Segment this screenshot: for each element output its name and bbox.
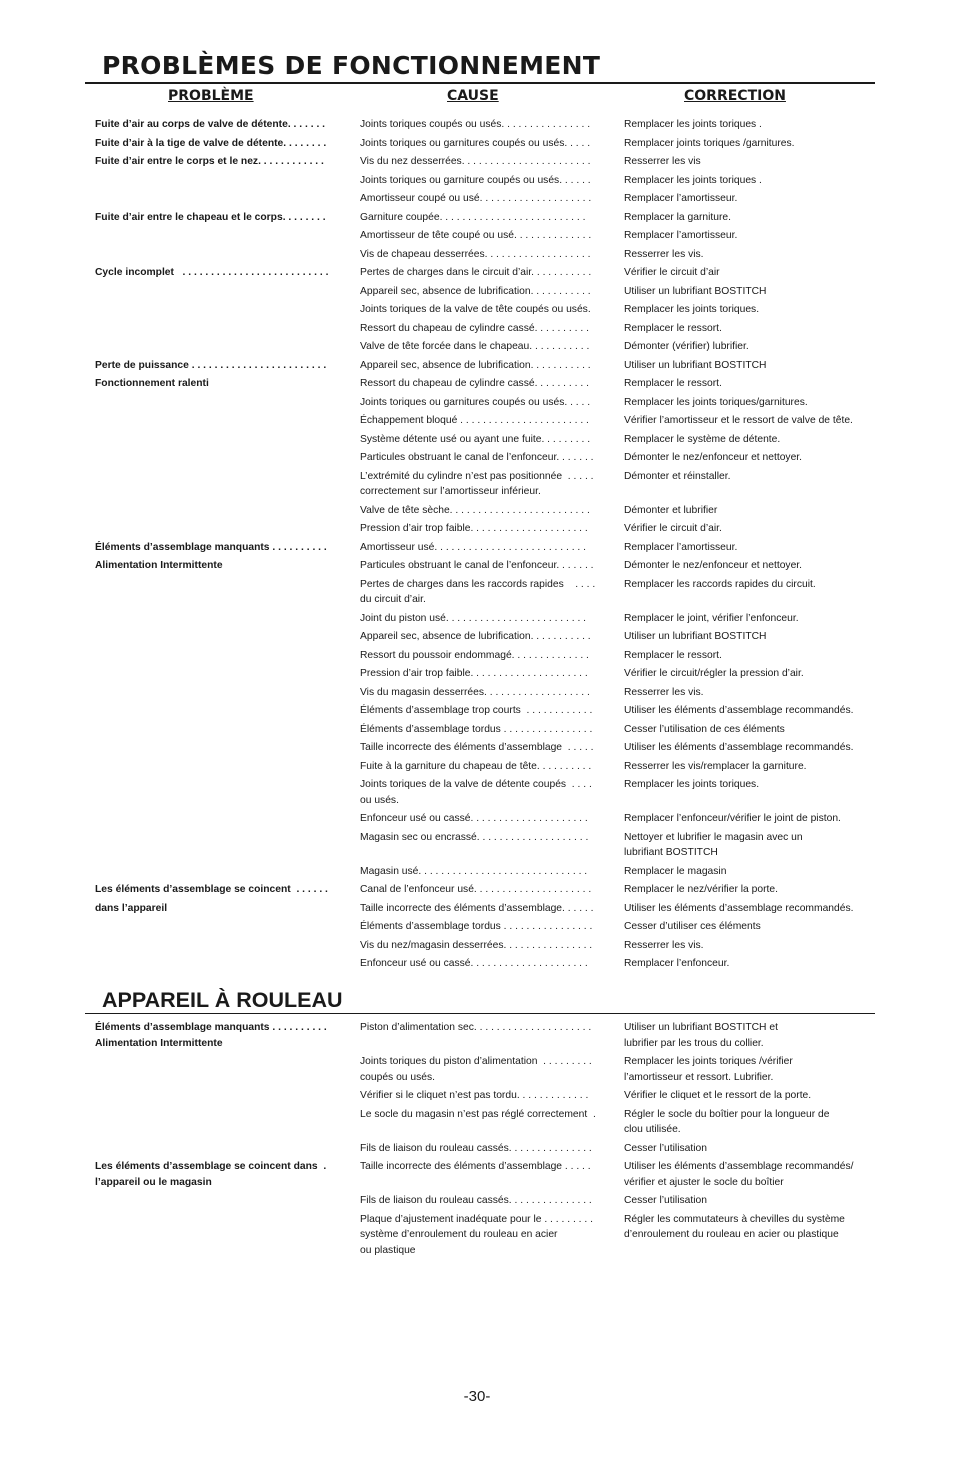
troubleshooting-table xyxy=(95,117,880,975)
cause-cell: Le socle du magasin n’est pas réglé correctement . xyxy=(360,1108,596,1120)
problem-cell: Les éléments d’assemblage se coincent . . . . . . xyxy=(95,884,328,895)
roller-troubleshooting-table xyxy=(95,1020,880,1261)
correction-cell: Resserrer les vis. xyxy=(624,248,704,260)
correction-cell: Remplacer l’enfonceur/vérifier le joint de piston. xyxy=(624,813,841,824)
correction-cell: Remplacer les joints toriques /vérifier l’amortisseur et ressort. Lubrifier. xyxy=(624,1056,793,1083)
table-row xyxy=(95,521,880,540)
correction-cell: Remplacer les joints toriques/garnitures. xyxy=(624,396,808,408)
correction-cell: Remplacer l’enfonceur. xyxy=(624,958,730,969)
cause-cell: Appareil sec, absence de lubrification. . . . . . . . . . . xyxy=(360,285,591,297)
table-row xyxy=(95,1193,880,1212)
cause-cell: Plaque d’ajustement inadéquate pour le . . . . . . . . . système d’enroulement du rouleau en acier ou plastique xyxy=(360,1213,593,1256)
correction-cell: Utiliser un lubrifiant BOSTITCH xyxy=(624,359,767,371)
problem-cell: Fonctionnement ralenti xyxy=(95,378,209,389)
correction-cell: Remplacer le magasin xyxy=(624,865,727,877)
problem-cell xyxy=(95,1212,360,1262)
table-row xyxy=(95,740,880,759)
correction-cell: Utiliser les éléments d’assemblage recommandés. xyxy=(624,742,854,753)
cause-cell: Enfonceur usé ou cassé. . . . . . . . . . . . . . . . . . . . . xyxy=(360,958,588,969)
cause-cell: Enfonceur usé ou cassé. . . . . . . . . . . . . . . . . . . . . xyxy=(360,813,588,824)
problem-cell xyxy=(95,648,360,667)
problem-cell xyxy=(95,685,360,704)
table-row xyxy=(95,830,880,864)
problem-cell xyxy=(95,432,360,451)
cause-cell: Système détente usé ou ayant une fuite. . . . . . . . . xyxy=(360,433,591,445)
problem-cell xyxy=(95,1193,360,1212)
problem-cell: Perte de puissance . . . . . . . . . . . . . . . . . . . . . . . . xyxy=(95,359,327,371)
table-row xyxy=(95,1088,880,1107)
cause-cell: Éléments d’assemblage trop courts . . . . . . . . . . . . xyxy=(360,705,593,716)
table-row xyxy=(95,648,880,667)
cause-cell: Ressort du poussoir endommagé. . . . . . . . . . . . . . xyxy=(360,649,589,661)
correction-cell: Cesser l’utilisation de ces éléments xyxy=(624,723,785,735)
table-row xyxy=(95,685,880,704)
correction-cell: Démonter (vérifier) lubrifier. xyxy=(624,341,749,352)
problem-cell xyxy=(95,173,360,192)
problem-cell xyxy=(95,503,360,522)
correction-cell: Remplacer l’amortisseur. xyxy=(624,230,738,241)
cause-cell: Joints toriques ou garnitures coupés ou usés. . . . . xyxy=(360,137,591,149)
problem-cell xyxy=(95,722,360,741)
cause-cell: Piston d’alimentation sec. . . . . . . . . . . . . . . . . . . . . xyxy=(360,1022,592,1033)
table-row xyxy=(95,321,880,340)
table-row xyxy=(95,1054,880,1088)
header-correction: CORRECTION xyxy=(684,88,786,104)
problem-cell xyxy=(95,450,360,469)
cause-cell: Joints toriques du piston d’alimentation . . . . . . . . . coupés ou usés. xyxy=(360,1056,592,1083)
table-row xyxy=(95,722,880,741)
header-cause: CAUSE xyxy=(447,88,499,104)
page-number: -30- xyxy=(463,1388,491,1405)
table-row xyxy=(95,339,880,358)
correction-cell: Nettoyer et lubrifier le magasin avec un lubrifiant BOSTITCH xyxy=(624,831,803,858)
problem-cell xyxy=(95,666,360,685)
problem-cell xyxy=(95,629,360,648)
correction-cell: Remplacer le système de détente. xyxy=(624,433,781,445)
table-row xyxy=(95,284,880,303)
problem-cell: Cycle incomplet . . . . . . . . . . . . . . . . . . . . . . . . . . xyxy=(95,267,329,278)
problem-cell xyxy=(95,811,360,830)
problem-cell xyxy=(95,413,360,432)
cause-cell: Amortisseur coupé ou usé. . . . . . . . . . . . . . . . . . . . xyxy=(360,193,592,204)
problem-cell xyxy=(95,302,360,321)
table-row xyxy=(95,247,880,266)
table-row xyxy=(95,413,880,432)
problem-cell xyxy=(95,830,360,864)
problem-cell xyxy=(95,469,360,503)
table-row xyxy=(95,503,880,522)
table-row xyxy=(95,811,880,830)
table-row xyxy=(95,469,880,503)
cause-cell: Joints toriques de la valve de tête coupés ou usés. xyxy=(360,304,591,315)
problem-cell: Fuite d’air entre le corps et le nez. . . . . . . . . . . . xyxy=(95,156,324,167)
table-row xyxy=(95,265,880,284)
table-row xyxy=(95,864,880,883)
header-problem: PROBLÈME xyxy=(168,88,254,104)
cause-cell: Échappement bloqué . . . . . . . . . . . . . . . . . . . . . . . xyxy=(360,415,589,426)
table-row xyxy=(95,432,880,451)
cause-cell: Ressort du chapeau de cylindre cassé. . . . . . . . . . xyxy=(360,322,589,334)
title-rule xyxy=(85,82,875,84)
problem-cell xyxy=(95,938,360,957)
correction-cell: Régler le socle du boîtier pour la longueur de clou utilisée. xyxy=(624,1108,830,1135)
table-row xyxy=(95,136,880,155)
cause-cell: Pression d’air trop faible. . . . . . . . . . . . . . . . . . . . . xyxy=(360,523,588,534)
table-row xyxy=(95,1212,880,1262)
correction-cell: Remplacer les joints toriques . xyxy=(624,119,762,130)
table-row xyxy=(95,882,880,901)
problem-cell: dans l’appareil xyxy=(95,902,168,914)
correction-cell: Démonter le nez/enfonceur et nettoyer. xyxy=(624,452,803,463)
correction-cell: Vérifier l’amortisseur et le ressort de valve de tête. xyxy=(624,415,853,426)
problem-cell xyxy=(95,956,360,975)
problem-cell xyxy=(95,577,360,611)
table-row xyxy=(95,117,880,136)
table-row xyxy=(95,703,880,722)
correction-cell: Vérifier le cliquet et le ressort de la porte. xyxy=(624,1090,812,1101)
problem-cell xyxy=(95,521,360,540)
problem-cell xyxy=(95,191,360,210)
problem-cell xyxy=(95,321,360,340)
problem-cell xyxy=(95,339,360,358)
problem-cell: Éléments d’assemblage manquants . . . . . . . . . . Alimentation Intermittente xyxy=(95,1022,327,1049)
correction-cell: Resserrer les vis. xyxy=(624,686,704,698)
problem-cell xyxy=(95,777,360,811)
problem-cell: Fuite d’air à la tige de valve de détente. . . . . . . . xyxy=(95,137,327,149)
correction-cell: Remplacer l’amortisseur. xyxy=(624,541,738,553)
problem-cell xyxy=(95,1054,360,1088)
correction-cell: Resserrer les vis. xyxy=(624,939,704,951)
cause-cell: Pertes de charges dans le circuit d’air. . . . . . . . . . . xyxy=(360,267,592,278)
cause-cell: Joints toriques ou garniture coupés ou usés. . . . . . xyxy=(360,174,591,186)
cause-cell: Magasin sec ou encrassé. . . . . . . . . . . . . . . . . . . . xyxy=(360,831,589,843)
cause-cell: Fils de liaison du rouleau cassés. . . . . . . . . . . . . . . xyxy=(360,1142,592,1154)
cause-cell: Vis du nez desserrées. . . . . . . . . . . . . . . . . . . . . . . xyxy=(360,156,591,167)
correction-cell: Démonter le nez/enfonceur et nettoyer. xyxy=(624,560,803,571)
table-row xyxy=(95,558,880,577)
problem-cell xyxy=(95,759,360,778)
cause-cell: Joint du piston usé. . . . . . . . . . . . . . . . . . . . . . . . . xyxy=(360,612,587,624)
table-row xyxy=(95,611,880,630)
cause-cell: Taille incorrecte des éléments d’assemblage. . . . . . xyxy=(360,902,594,914)
table-row xyxy=(95,1141,880,1160)
table-row xyxy=(95,173,880,192)
problem-cell xyxy=(95,864,360,883)
table-row xyxy=(95,358,880,377)
table-row xyxy=(95,938,880,957)
correction-cell: Remplacer le ressort. xyxy=(624,649,722,661)
table-row xyxy=(95,759,880,778)
correction-cell: Cesser l’utilisation xyxy=(624,1142,707,1154)
cause-cell: Vis du nez/magasin desserrées. . . . . . . . . . . . . . . . xyxy=(360,939,593,951)
problem-cell xyxy=(95,919,360,938)
cause-cell: Fuite à la garniture du chapeau de tête. . . . . . . . . . xyxy=(360,760,592,772)
problem-cell: Les éléments d’assemblage se coincent dans . l’appareil ou le magasin xyxy=(95,1161,327,1188)
correction-cell: Utiliser un lubrifiant BOSTITCH et lubrifier par les trous du collier. xyxy=(624,1022,778,1049)
table-row xyxy=(95,376,880,395)
problem-cell xyxy=(95,284,360,303)
cause-cell: Appareil sec, absence de lubrification. . . . . . . . . . . xyxy=(360,631,591,642)
correction-cell: Utiliser un lubrifiant BOSTITCH xyxy=(624,285,767,297)
table-row xyxy=(95,1159,880,1193)
cause-cell: Appareil sec, absence de lubrification. . . . . . . . . . . xyxy=(360,359,591,371)
section-title: APPAREIL À ROULEAU xyxy=(102,988,343,1012)
correction-cell: Remplacer l’amortisseur. xyxy=(624,193,738,204)
page-title: PROBLÈMES DE FONCTIONNEMENT xyxy=(102,51,601,80)
cause-cell: Joints toriques coupés ou usés. . . . . . . . . . . . . . . . xyxy=(360,119,591,130)
correction-cell: Remplacer le ressort. xyxy=(624,322,722,334)
table-row xyxy=(95,666,880,685)
correction-cell: Vérifier le circuit d’air xyxy=(624,267,720,278)
cause-cell: Particules obstruant le canal de l’enfonceur. . . . . . . xyxy=(360,452,594,463)
correction-cell: Utiliser un lubrifiant BOSTITCH xyxy=(624,631,767,642)
cause-cell: Éléments d’assemblage tordus . . . . . . . . . . . . . . . . xyxy=(360,921,593,932)
cause-cell: Ressort du chapeau de cylindre cassé. . . . . . . . . . xyxy=(360,378,589,389)
correction-cell: Remplacer joints toriques /garnitures. xyxy=(624,137,795,149)
cause-cell: Joints toriques ou garnitures coupés ou usés. . . . . xyxy=(360,396,591,408)
table-row xyxy=(95,1020,880,1054)
table-row xyxy=(95,956,880,975)
correction-cell: Démonter et lubrifier xyxy=(624,504,718,516)
section-rule xyxy=(85,1013,875,1014)
cause-cell: Amortisseur de tête coupé ou usé. . . . . . . . . . . . . . xyxy=(360,230,592,241)
cause-cell: Éléments d’assemblage tordus . . . . . . . . . . . . . . . . xyxy=(360,723,593,735)
problem-cell: Éléments d’assemblage manquants . . . . . . . . . . xyxy=(95,541,327,553)
table-row xyxy=(95,919,880,938)
cause-cell: Pertes de charges dans les raccords rapides . . . . du circuit d’air. xyxy=(360,578,596,605)
table-row xyxy=(95,302,880,321)
cause-cell: Vis de chapeau desserrées. . . . . . . . . . . . . . . . . . . xyxy=(360,248,591,260)
cause-cell: Vis du magasin desserrées. . . . . . . . . . . . . . . . . . . xyxy=(360,686,590,698)
correction-cell: Remplacer les joints toriques . xyxy=(624,174,762,186)
correction-cell: Resserrer les vis xyxy=(624,156,701,167)
cause-cell: L’extrémité du cylindre n’est pas positionnée . . . . . correctement sur l’amortisseur inférieur. xyxy=(360,470,594,497)
correction-cell: Vérifier le circuit/régler la pression d’air. xyxy=(624,668,804,679)
table-row xyxy=(95,191,880,210)
correction-cell: Utiliser les éléments d’assemblage recommandés. xyxy=(624,705,854,716)
cause-cell: Garniture coupée. . . . . . . . . . . . . . . . . . . . . . . . . . xyxy=(360,211,586,223)
cause-cell: Joints toriques de la valve de détente coupés . . . . ou usés. xyxy=(360,779,592,806)
table-row xyxy=(95,210,880,229)
cause-cell: Vérifier si le cliquet n’est pas tordu. . . . . . . . . . . . . xyxy=(360,1090,589,1101)
correction-cell: Utiliser les éléments d’assemblage recommandés. xyxy=(624,902,854,914)
table-row xyxy=(95,228,880,247)
cause-cell: Particules obstruant le canal de l’enfonceur. . . . . . . xyxy=(360,560,594,571)
table-row xyxy=(95,777,880,811)
cause-cell: Taille incorrecte des éléments d’assemblage . . . . . xyxy=(360,1161,591,1172)
cause-cell: Pression d’air trop faible. . . . . . . . . . . . . . . . . . . . . xyxy=(360,668,588,679)
cause-cell: Canal de l’enfonceur usé. . . . . . . . . . . . . . . . . . . . . xyxy=(360,884,592,895)
correction-cell: Remplacer le nez/vérifier la porte. xyxy=(624,884,778,895)
problem-cell xyxy=(95,703,360,722)
table-row xyxy=(95,629,880,648)
table-row xyxy=(95,395,880,414)
correction-cell: Remplacer les raccords rapides du circuit. xyxy=(624,578,816,590)
problem-cell: Alimentation Intermittente xyxy=(95,560,223,571)
cause-cell: Amortisseur usé. . . . . . . . . . . . . . . . . . . . . . . . . . . xyxy=(360,541,587,553)
correction-cell: Vérifier le circuit d’air. xyxy=(624,523,722,534)
correction-cell: Régler les commutateurs à chevilles du système d’enroulement du rouleau en acier ou plastique xyxy=(624,1213,845,1240)
correction-cell: Remplacer la garniture. xyxy=(624,211,732,223)
cause-cell: Fils de liaison du rouleau cassés. . . . . . . . . . . . . . . xyxy=(360,1195,592,1206)
correction-cell: Remplacer le joint, vérifier l’enfonceur. xyxy=(624,612,799,624)
correction-cell: Démonter et réinstaller. xyxy=(624,470,731,482)
table-row xyxy=(95,540,880,559)
problem-cell xyxy=(95,740,360,759)
table-row xyxy=(95,154,880,173)
problem-cell xyxy=(95,247,360,266)
cause-cell: Valve de tête sèche. . . . . . . . . . . . . . . . . . . . . . . . . xyxy=(360,504,590,516)
correction-cell: Utiliser les éléments d’assemblage recommandés/ vérifier et ajuster le socle du boîtier xyxy=(624,1161,854,1188)
table-row xyxy=(95,901,880,920)
problem-cell xyxy=(95,228,360,247)
problem-cell xyxy=(95,611,360,630)
table-row xyxy=(95,577,880,611)
cause-cell: Valve de tête forcée dans le chapeau. . . . . . . . . . . xyxy=(360,341,590,352)
problem-cell xyxy=(95,1107,360,1141)
cause-cell: Magasin usé. . . . . . . . . . . . . . . . . . . . . . . . . . . . . . xyxy=(360,865,588,877)
correction-cell: Resserrer les vis/remplacer la garniture. xyxy=(624,760,807,772)
correction-cell: Cesser l’utilisation xyxy=(624,1195,707,1206)
cause-cell: Taille incorrecte des éléments d’assemblage . . . . . xyxy=(360,742,594,753)
problem-cell: Fuite d’air au corps de valve de détente. . . . . . . xyxy=(95,119,326,130)
problem-cell xyxy=(95,1088,360,1107)
problem-cell: Fuite d’air entre le chapeau et le corps. . . . . . . . xyxy=(95,211,326,223)
correction-cell: Remplacer les joints toriques. xyxy=(624,779,760,790)
table-row xyxy=(95,1107,880,1141)
correction-cell: Cesser d’utiliser ces éléments xyxy=(624,921,761,932)
problem-cell xyxy=(95,1141,360,1160)
table-row xyxy=(95,450,880,469)
correction-cell: Remplacer le ressort. xyxy=(624,378,722,389)
problem-cell xyxy=(95,395,360,414)
correction-cell: Remplacer les joints toriques. xyxy=(624,304,760,315)
